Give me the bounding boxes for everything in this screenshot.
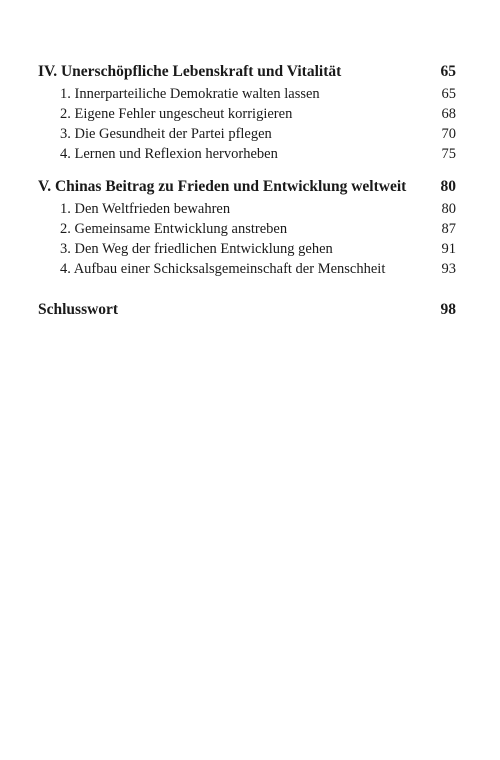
entry-page-number: 68 [441, 106, 456, 122]
entry-title: 3. Den Weg der friedlichen Entwicklung gehen [60, 241, 333, 257]
toc-closing [38, 298, 456, 322]
entry-title: 4. Aufbau einer Schicksalsgemeinschaft der Menschheit [60, 261, 386, 277]
toc-chapter-v [38, 175, 456, 199]
entry-title: 1. Innerparteiliche Demokratie walten lassen [60, 86, 320, 102]
chapter-title: V. Chinas Beitrag zu Frieden und Entwicklung weltweit [38, 178, 407, 195]
chapter-page-number: 80 [440, 178, 456, 195]
entry-title: 2. Eigene Fehler ungescheut korrigieren [60, 106, 293, 122]
entry-page-number: 91 [441, 241, 456, 257]
toc-chapter-iv [38, 60, 456, 84]
toc-entry [38, 84, 456, 104]
toc-entry [38, 104, 456, 124]
chapter-page-number: 65 [440, 63, 456, 80]
table-of-contents [38, 60, 456, 322]
entry-title: 3. Die Gesundheit der Partei pflegen [60, 126, 272, 142]
entry-page-number: 65 [441, 86, 456, 102]
entry-page-number: 75 [441, 146, 456, 162]
entry-page-number: 87 [441, 221, 456, 237]
toc-entry [38, 199, 456, 219]
chapter-title: IV. Unerschöpfliche Lebenskraft und Vitalität [38, 63, 342, 80]
entry-title: 1. Den Weltfrieden bewahren [60, 201, 231, 217]
entry-title: 2. Gemeinsame Entwicklung anstreben [60, 221, 288, 237]
section-spacer [38, 279, 456, 298]
entry-page-number: 93 [441, 261, 456, 277]
toc-entry [38, 219, 456, 239]
toc-entry [38, 259, 456, 279]
closing-page-number: 98 [440, 301, 456, 318]
section-spacer [38, 164, 456, 175]
toc-entry [38, 239, 456, 259]
closing-title: Schlusswort [38, 301, 119, 318]
entry-page-number: 70 [441, 126, 456, 142]
entry-page-number: 80 [441, 201, 456, 217]
entry-title: 4. Lernen und Reflexion hervorheben [60, 146, 278, 162]
toc-entry [38, 124, 456, 144]
toc-entry [38, 144, 456, 164]
